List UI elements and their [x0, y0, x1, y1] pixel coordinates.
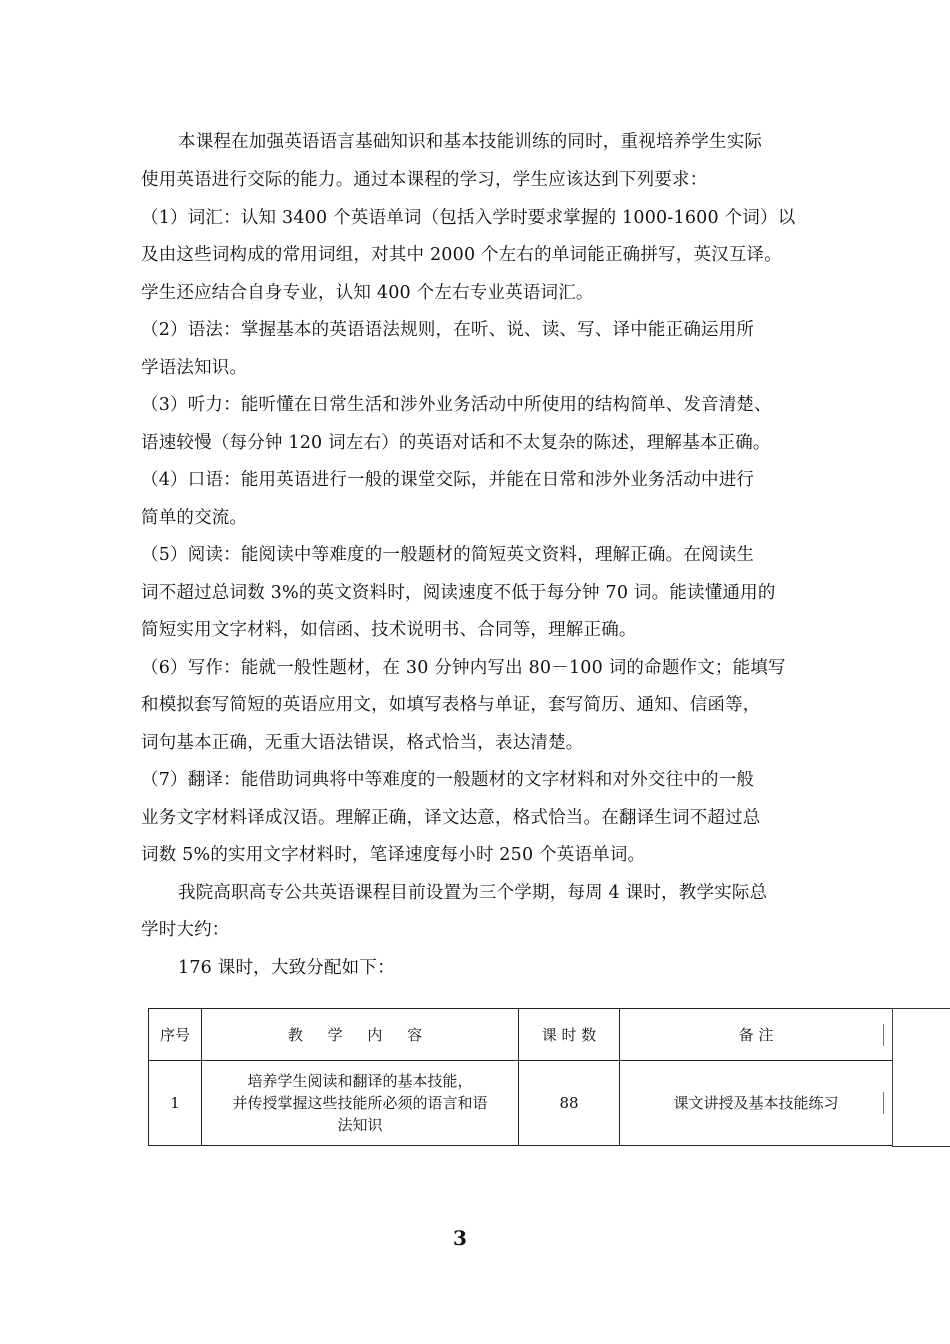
paragraph-line: 及由这些词构成的常用词组，对其中 2000 个左右的单词能正确拼写，英汉互译。: [141, 245, 782, 265]
header-content-label: 教 学 内 容: [287, 1025, 433, 1044]
paragraph-line: （6）写作：能就一般性题材，在 30 分钟内写出 80－100 词的命题作文；能填写: [141, 658, 786, 678]
row-number: 1: [149, 1061, 202, 1146]
paragraph-line: （4）口语：能用英语进行一般的课堂交际，并能在日常和涉外业务活动中进行: [141, 470, 755, 490]
header-content: [202, 1009, 519, 1061]
paragraph-line: 176 课时，大致分配如下：: [178, 958, 395, 978]
paragraph-line: 简短实用文字材料，如信函、技术说明书、合同等，理解正确。: [141, 620, 637, 640]
table-header-row: [149, 1009, 893, 1061]
paragraph-line: 学生还应结合自身专业，认知 400 个左右专业英语词汇。: [141, 283, 594, 303]
row-note: [620, 1061, 893, 1146]
paragraph-line: 简单的交流。: [141, 508, 248, 528]
row-content-line: 培养学生阅读和翻译的基本技能，: [247, 1072, 473, 1090]
paragraph-line: 和模拟套写简短的英语应用文，如填写表格与单证，套写简历、通知、信函等，: [141, 695, 761, 715]
paragraph-line: 语速较慢（每分钟 120 词左右）的英语对话和不太复杂的陈述，理解基本正确。: [141, 433, 771, 453]
paragraph-line: （3）听力：能听懂在日常生活和涉外业务活动中所使用的结构简单、发音清楚、: [141, 395, 772, 415]
paragraph-line: （1）词汇：认知 3400 个英语单词（包括入学时要求掌握的 1000-1600 个词）以: [141, 208, 796, 228]
header-hours-label: 课 时 数: [541, 1025, 597, 1044]
paragraph-line: 词数 5%的实用文字材料时，笔译速度每小时 250 个英语单词。: [141, 845, 646, 865]
header-number: 序号: [149, 1009, 202, 1061]
header-hours: [519, 1009, 620, 1061]
course-allocation-table: [148, 1008, 893, 1146]
paragraph-line: 业务文字材料译成汉语。理解正确，译文达意，格式恰当。在翻译生词不超过总: [141, 808, 761, 828]
paragraph-line: （5）阅读：能阅读中等难度的一般题材的简短英文资料，理解正确。在阅读生: [141, 545, 755, 565]
header-note-label: 备 注: [738, 1025, 774, 1044]
table-row: [149, 1061, 893, 1146]
paragraph-line: 词句基本正确，无重大语法错误，格式恰当，表达清楚。: [141, 733, 584, 753]
row-note-text: 课文讲授及基本技能练习: [673, 1094, 839, 1112]
paragraph-line: 本课程在加强英语语言基础知识和基本技能训练的同时，重视培养学生实际: [178, 132, 763, 152]
adjacent-table-edge: [892, 1008, 950, 1147]
paragraph-line: 使用英语进行交际的能力。通过本课程的学习，学生应该达到下列要求：: [141, 170, 708, 190]
paragraph-line: （2）语法：掌握基本的英语语法规则，在听、说、读、写、译中能正确运用所: [141, 320, 755, 340]
paragraph-line: 学语法知识。: [141, 358, 248, 378]
row-hours: 88: [519, 1061, 620, 1146]
paragraph-line: （7）翻译：能借助词典将中等难度的一般题材的文字材料和对外交往中的一般: [141, 770, 755, 790]
paragraph-line: 词不超过总词数 3%的英文资料时，阅读速度不低于每分钟 70 词。能读懂通用的: [141, 583, 776, 603]
page-number: 3: [453, 1226, 467, 1250]
cell-divider-mark: [883, 1092, 884, 1114]
row-content-line: 法知识: [337, 1116, 383, 1134]
paragraph-line: 学时大约：: [141, 920, 230, 940]
cell-divider-mark: [883, 1024, 884, 1046]
header-note: [620, 1009, 893, 1061]
paragraph-line: 我院高职高专公共英语课程目前设置为三个学期，每周 4 课时，教学实际总: [178, 883, 768, 903]
row-content: [202, 1061, 519, 1146]
row-content-line: 并传授掌握这些技能所必须的语言和语: [232, 1094, 488, 1112]
